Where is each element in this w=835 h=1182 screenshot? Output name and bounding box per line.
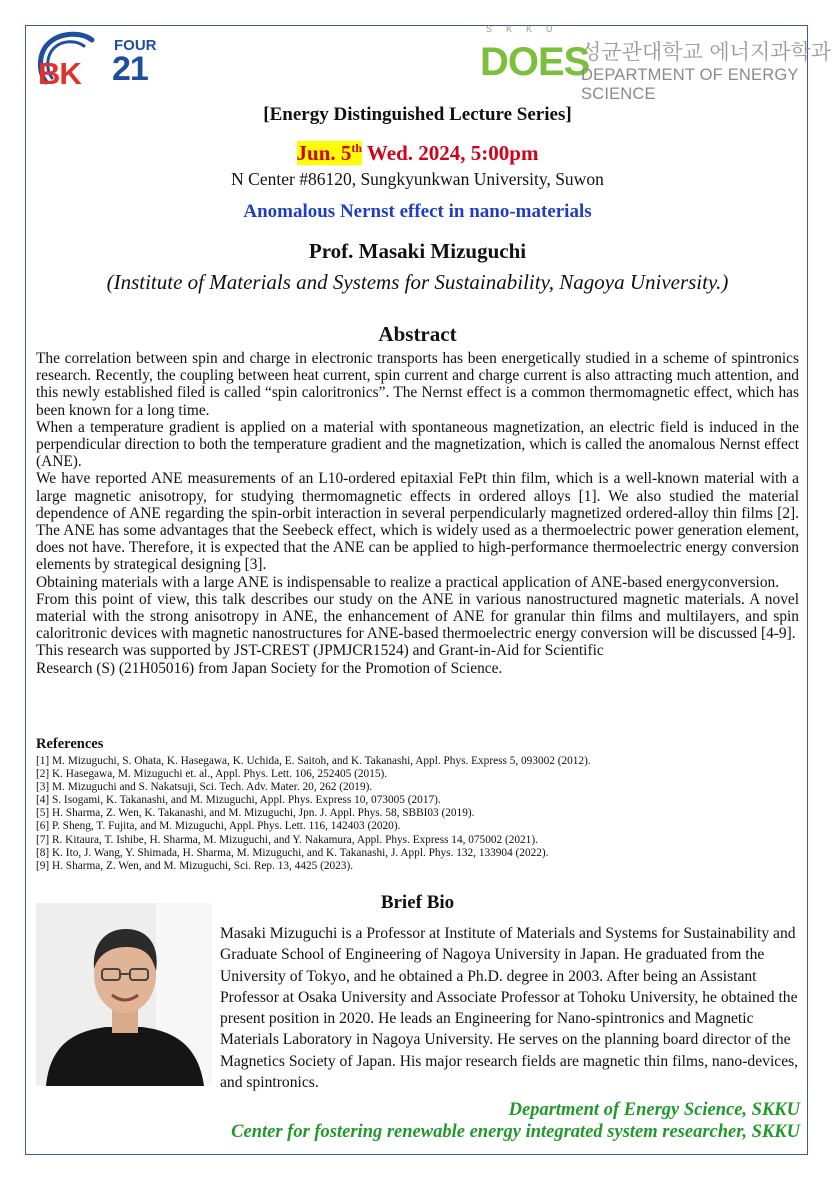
reference-item: [3] M. Mizuguchi and S. Nakatsuji, Sci. Tech. Adv. Mater. 20, 262 (2019). <box>36 781 373 794</box>
footer-department: Department of Energy Science, SKKU <box>508 1100 800 1120</box>
reference-item: [1] M. Mizuguchi, S. Ohata, K. Hasegawa, K. Uchida, E. Saitoh, and K. Takanashi, Appl. Phys. Express 5, 093002 (2012). <box>36 755 591 767</box>
reference-item: [6] P. Sheng, T. Fujita, and M. Mizuguchi, Appl. Phys. Lett. 116, 142403 (2020). <box>36 820 401 833</box>
abstract-heading: Abstract <box>378 322 457 346</box>
reference-item: [2] K. Hasegawa, M. Mizuguchi et. al., Appl. Phys. Lett. 106, 252405 (2015). <box>36 768 388 781</box>
abstract-paragraph: Obtaining materials with a large ANE is indispensable to realize a practical application of ANE-based energyconversion. <box>36 573 780 591</box>
reference-item: [7] R. Kitaura, T. Ishibe, H. Sharma, M. Mizuguchi, and Y. Nakamura, Appl. Phys. Express 14, 075002 (2021). <box>36 833 538 846</box>
abstract-paragraph: This research was supported by JST-CREST (JPMJCR1524) and Grant-in-Aid for Scientific <box>36 642 604 660</box>
reference-item: [8] K. Ito, J. Wang, Y. Shimada, H. Sharma, M. Mizuguchi, and K. Takanashi, J. Appl. Phys. 132, 133904 (2022). <box>36 846 549 859</box>
references-list <box>36 755 799 873</box>
reference-item: [9] H. Sharma, Z. Wen, and M. Mizuguchi, Sci. Rep. 13, 4425 (2023). <box>36 859 354 872</box>
speaker-portrait-icon <box>36 903 212 1086</box>
footer-center: Center for fostering renewable energy integrated system researcher, SKKU <box>231 1122 800 1142</box>
abstract-paragraph: We have reported ANE measurements of an L10-ordered epitaxial FePt thin film, which is a well-known material with a large magnetic anisotropy, for studying thermomagnetic effects in ordered alloys [1]. We also studied the material dependence of ANE regarding the spin-orbit interaction in several perpendicularly magnetized ordered-alloy thin films [2]. The ANE has some advantages that the Seebeck effect, which is widely used as a thermoelectric power generation element, does not have. Therefore, it is expected that the ANE can be applied to high-performance thermoelectric energy conversion elements by strategical designing [3]. <box>36 470 799 574</box>
abstract-paragraph: The correlation between spin and charge in electronic transports has been energetically studied in a scheme of spintronics research. Recently, the coupling between heat current, spin current and charge current is also attracting much attention, and this newly established filed is called “spin caloritronics”. The Nernst effect is a common thermomagnetic effect, which has been known for a long time. <box>36 350 799 419</box>
speaker-affiliation: (Institute of Materials and Systems for Sustainability, Nagoya University.) <box>106 270 729 294</box>
date-day: Jun. 5 <box>296 141 352 165</box>
abstract-body <box>36 350 799 677</box>
reference-item: [5] H. Sharma, Z. Wen, K. Takanashi, and M. Mizuguchi, Jpn. J. Appl. Phys. 58, SBBI03 (2019). <box>36 807 475 820</box>
department-korean-name: 성균관대학교 에너지과학과 <box>581 40 832 64</box>
date-highlight <box>297 141 363 165</box>
bk21-four-text: FOUR <box>114 37 157 54</box>
abstract-paragraph: Research (S) (21H05016) from Japan Society for the Promotion of Science. <box>36 659 503 677</box>
speaker-name: Prof. Masaki Mizuguchi <box>308 239 527 263</box>
does-text: DOES <box>480 40 590 84</box>
abstract-paragraph: When a temperature gradient is applied on a material with spontaneous magnetization, an electric field is induced in the perpendicular direction to both the temperature gradient and the magnetization, which is called the anomalous Nernst effect (ANE). <box>36 418 799 471</box>
lecture-series-title: [Energy Distinguished Lecture Series] <box>263 104 572 125</box>
lecture-topic: Anomalous Nernst effect in nano-materials <box>243 201 592 222</box>
bio-heading: Brief Bio <box>380 892 455 913</box>
department-english-name: DEPARTMENT OF ENERGY SCIENCE <box>581 66 799 103</box>
reference-item: [4] S. Isogami, K. Takanashi, and M. Mizuguchi, Appl. Phys. Express 10, 073005 (2017). <box>36 794 441 807</box>
lecture-venue: N Center #86120, Sungkyunkwan University, Suwon <box>231 169 604 189</box>
speaker-photo <box>36 903 212 1086</box>
abstract-paragraph: From this point of view, this talk describes our study on the ANE in various nanostructured magnetic materials. A novel material with the strong anisotropy in ANE, the enhancement of ANE for granular thin films and multilayers, and spin caloritronic devices with magnetic nanostructures for ANE-based thermoelectric energy conversion will be discussed [4-9]. <box>36 590 799 643</box>
bk21-number-text: 21 <box>112 50 148 88</box>
date-rest: Wed. 2024, 5:00pm <box>362 141 539 165</box>
skku-text: SKKU <box>486 24 567 34</box>
lecture-datetime <box>0 141 835 166</box>
date-ordinal: th <box>351 141 363 155</box>
references-heading: References <box>36 736 104 752</box>
bio-text: Masaki Mizuguchi is a Professor at Institute of Materials and Systems for Sustainability and Graduate School of Engineering of Nagoya University in Japan. He graduated from the University of Tokyo, and he obtained a Ph.D. degree in 2003. After being an Assistant Professor at Osaka University and Associate Professor at Tohoku University, he obtained the present position in 2020. He leads an Engineering for Nano-spintronics and Magnetic Materials Laboratory in Nagoya University. He serves on the planning board director of the Magnetics Society of Japan. His major research fields are magnetic thin films, nano-devices, and spintronics. <box>220 925 799 1092</box>
bk21-bk-text: BK <box>38 56 81 91</box>
